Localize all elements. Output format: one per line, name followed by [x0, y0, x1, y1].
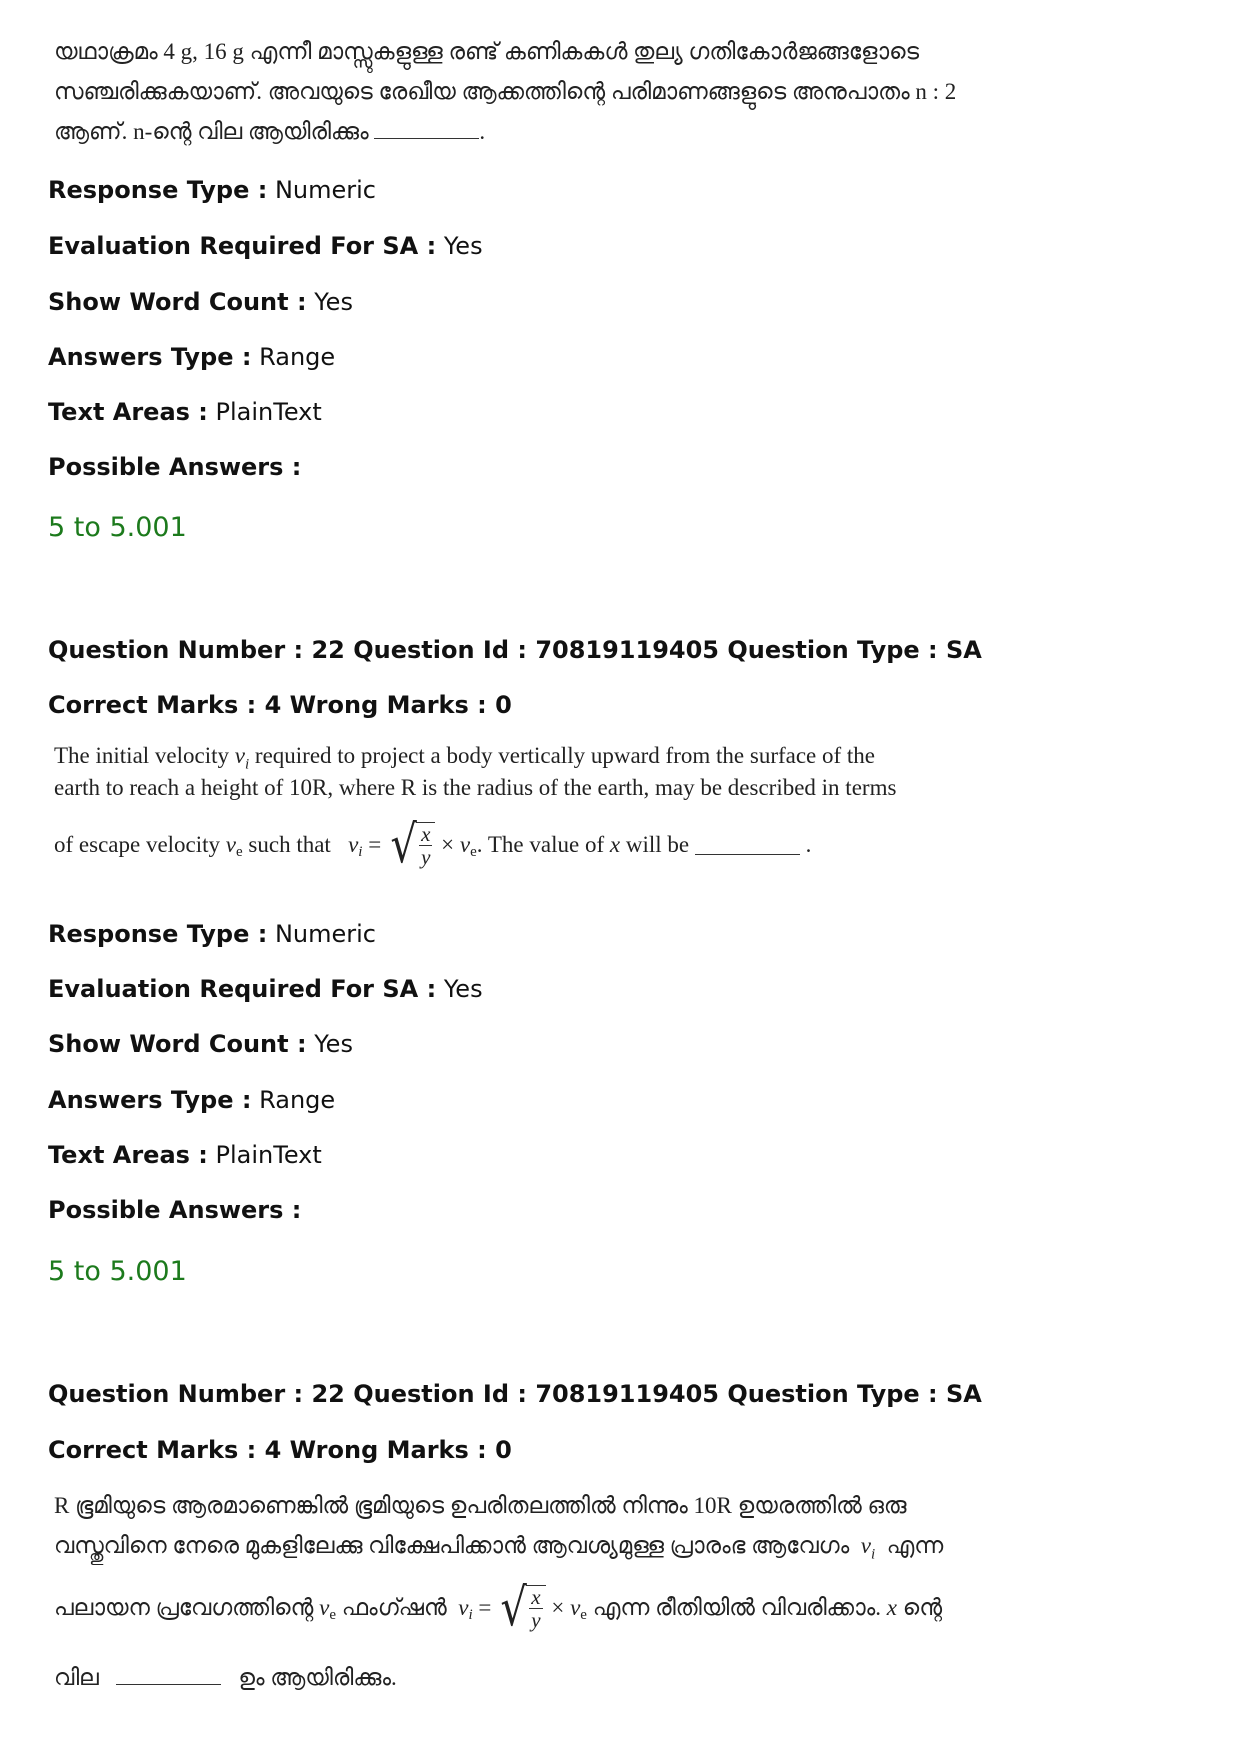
text-run: വസ്തുവിനെ നേരെ മുകളിലേക്കു വിക്ഷേപിക്കാൻ ആവശ്യമുള്ള പ്രാരംഭ ആവേഗം	[54, 1533, 850, 1558]
possible-answers-row	[48, 1196, 301, 1224]
show-word-count-row	[48, 1030, 353, 1058]
meta-key: Possible Answers :	[48, 1196, 302, 1224]
question-line-text: ആണ്. n-ന്റെ വില ആയിരിക്കും	[54, 119, 369, 144]
symbol-x: x	[609, 832, 621, 857]
text-run: പലായന പ്രവേഗത്തിന്റെ	[54, 1595, 314, 1620]
answer-blank	[695, 836, 800, 855]
answers-type-row	[48, 343, 335, 371]
period: .	[479, 119, 486, 144]
question-text-malayalam-1	[54, 36, 957, 156]
equals-sign: =	[478, 1595, 492, 1620]
text-run: The initial velocity	[54, 743, 230, 768]
possible-answer: 5 to 5.001	[48, 1256, 187, 1287]
response-type-row	[48, 176, 376, 204]
denominator: y	[421, 845, 431, 869]
meta-value: Numeric	[274, 920, 376, 948]
question-line-equation	[54, 1572, 942, 1644]
meta-key: Text Areas :	[48, 1141, 208, 1169]
answer-blank	[116, 1666, 221, 1685]
question-line: യഥാക്രമം 4 g, 16 g എന്നീ മാസ്സുകളുള്ള രണ്ട് കണികകൾ തുല്യ ഗതികോർജങ്ങളോടെ	[54, 39, 920, 64]
square-root	[387, 815, 435, 875]
period: .	[805, 832, 812, 857]
text-run: എന്ന രീതിയിൽ വിവരിക്കാം.	[592, 1595, 882, 1620]
symbol-v: v	[570, 1595, 581, 1620]
meta-key: Show Word Count :	[48, 1030, 307, 1058]
question-line	[54, 116, 485, 148]
subscript-e: e	[329, 1607, 337, 1623]
subscript-e: e	[236, 844, 243, 860]
fraction	[526, 1585, 545, 1631]
evaluation-required-row	[48, 975, 483, 1003]
subscript-e: e	[470, 844, 477, 860]
text-run: such that	[248, 832, 331, 857]
subscript-i: i	[358, 844, 363, 860]
meta-value: Yes	[443, 232, 483, 260]
text-run: ഉം ആയിരിക്കും.	[238, 1665, 397, 1690]
question-line	[54, 1662, 397, 1694]
meta-value: Yes	[443, 975, 483, 1003]
meta-value: Yes	[314, 1030, 353, 1058]
meta-key: Answers Type :	[48, 1086, 252, 1114]
text-areas-row	[48, 1141, 322, 1169]
symbol-v: v	[860, 1533, 871, 1558]
question-text-malayalam-2	[54, 1490, 954, 1720]
meta-value: Yes	[314, 288, 353, 316]
meta-value: Numeric	[274, 176, 376, 204]
meta-value: Range	[259, 1086, 336, 1114]
question-line: R ഭൂമിയുടെ ആരമാണെങ്കിൽ ഭൂമിയുടെ ഉപരിതലത്തിൽ നിന്നും 10R ഉയരത്തിൽ ഒരു	[54, 1493, 907, 1518]
question-header: Question Number : 22 Question Id : 70819119405 Question Type : SA	[48, 1380, 982, 1408]
possible-answer: 5 to 5.001	[48, 512, 187, 543]
text-run: required to project a body vertically upward from the surface of the	[254, 743, 876, 768]
marks-row: Correct Marks : 4 Wrong Marks : 0	[48, 691, 512, 719]
text-run: will be	[625, 832, 690, 857]
meta-key: Text Areas :	[48, 398, 208, 426]
meta-key: Evaluation Required For SA :	[48, 975, 437, 1003]
symbol-x: x	[886, 1595, 898, 1620]
meta-key: Response Type :	[48, 920, 268, 948]
radical-icon: √	[390, 815, 417, 875]
subscript-i: i	[244, 756, 250, 773]
text-run: വില	[54, 1665, 99, 1690]
question-line: സഞ്ചരിക്കുകയാണ്. അവയുടെ രേഖീയ ആക്കത്തിന്റെ പരിമാണങ്ങളുടെ അനുപാതം n : 2	[54, 79, 957, 104]
denominator: y	[531, 1608, 541, 1632]
text-run: ന്റെ	[902, 1595, 943, 1620]
evaluation-required-row	[48, 232, 483, 260]
symbol-v: v	[459, 832, 471, 857]
subscript-i: i	[468, 1607, 473, 1623]
times-sign: ×	[441, 832, 455, 857]
subscript-i: i	[870, 1546, 876, 1563]
square-root	[497, 1578, 545, 1638]
symbol-v: v	[319, 1595, 330, 1620]
text-run: . The value of	[476, 832, 605, 857]
equals-sign: =	[368, 832, 382, 857]
marks-row: Correct Marks : 4 Wrong Marks : 0	[48, 1436, 512, 1464]
meta-key: Answers Type :	[48, 343, 252, 371]
meta-key: Possible Answers :	[48, 453, 302, 481]
meta-value: PlainText	[215, 398, 322, 426]
text-run: ഫംഗ്ഷൻ	[341, 1595, 447, 1620]
question-header: Question Number : 22 Question Id : 70819119405 Question Type : SA	[48, 636, 982, 664]
symbol-v: v	[458, 1595, 469, 1620]
question-line: earth to reach a height of 10R, where R is the radius of the earth, may be described in terms	[54, 775, 897, 800]
meta-value: PlainText	[215, 1141, 322, 1169]
times-sign: ×	[551, 1595, 565, 1620]
answer-blank	[374, 120, 479, 139]
text-areas-row	[48, 398, 322, 426]
question-text-english	[54, 740, 954, 900]
meta-key: Show Word Count :	[48, 288, 307, 316]
response-type-row	[48, 920, 376, 948]
radical-icon: √	[500, 1578, 527, 1638]
subscript-e: e	[580, 1607, 587, 1623]
symbol-v: v	[234, 743, 245, 768]
symbol-v: v	[225, 832, 236, 857]
meta-key: Response Type :	[48, 176, 268, 204]
show-word-count-row	[48, 288, 353, 316]
answers-type-row	[48, 1086, 335, 1114]
text-run: എന്ന	[886, 1533, 944, 1558]
text-run: of escape velocity	[54, 832, 221, 857]
question-line-equation	[54, 810, 811, 880]
numerator: x	[531, 1585, 541, 1609]
possible-answers-row	[48, 453, 301, 481]
symbol-v: v	[348, 832, 359, 857]
meta-key: Evaluation Required For SA :	[48, 232, 437, 260]
numerator: x	[421, 822, 431, 846]
question-line	[54, 1530, 943, 1571]
fraction	[416, 822, 435, 868]
meta-value: Range	[259, 343, 336, 371]
